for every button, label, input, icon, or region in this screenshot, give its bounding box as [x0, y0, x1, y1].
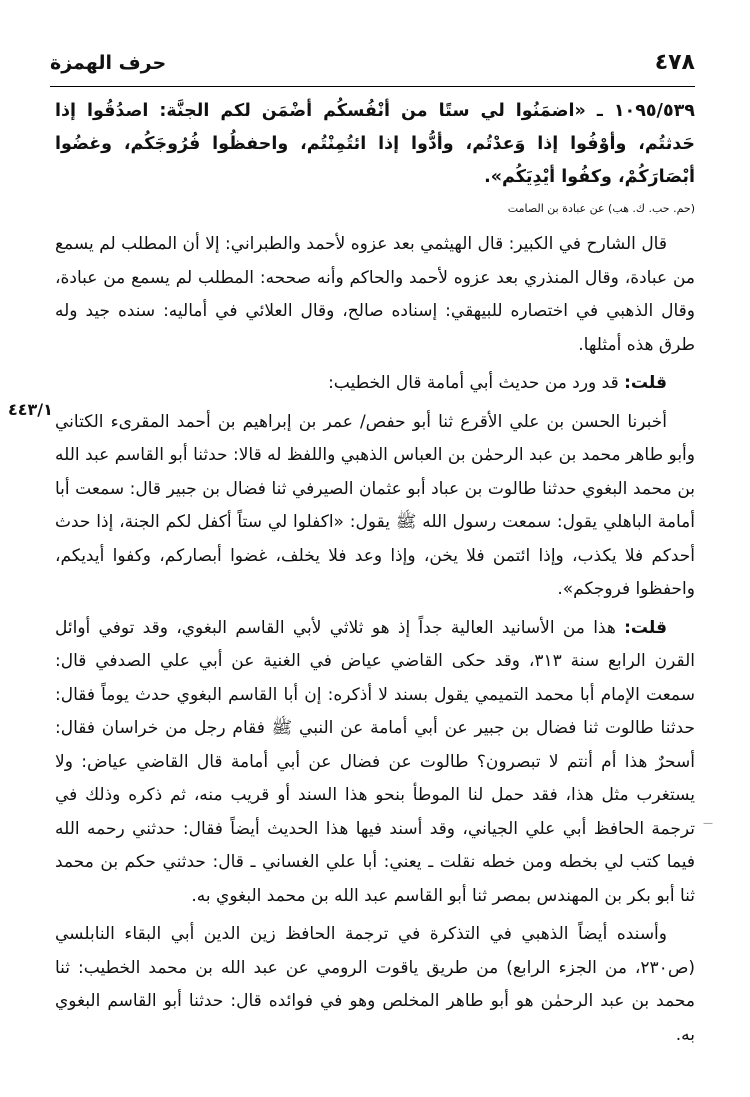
hadith-source: (حم. حب. ك. هب) عن عبادة بن الصامت — [507, 202, 695, 215]
margin-reference-number: ٤٤٣/١ — [8, 400, 53, 419]
isnad-paragraph: أخبرنا الحسن بن علي الأقرع ثنا أبو حفص/ عمر بن إبراهيم بن أحمد المقرىء الكتاني وأبو طاهر محمد بن عبد الرحمٰن بن العباس الذهبي واللفظ له قالا: حدثنا أبو القاسم عبد الله بن محمد البغوي حدثنا طالوت بن عباد أبو عثمان الصيرفي ثنا فضال بن جبير قال: سمعت أبا أمامة الباهلي يقول: سمعت رسول الله ﷺ يقول: «اكفلوا لي ستاً أكفل لكم الجنة، إذا حدث أحدكم فلا يكذب، وإذا ائتمن فلا يخن، وإذا وعد فلا يخلف، غضوا أبصاركم، وكفوا أيديكم، واحفظوا فروجكم». — [55, 411, 695, 599]
qult-label: قلت: — [624, 373, 667, 393]
commentary-paragraph-4 — [55, 612, 695, 914]
commentary-paragraph-1: قال الشارح في الكبير: قال الهيثمي بعد عزوه لأحمد والطبراني: إلا أن المطلب لم يسمع من عبادة، وقال المنذري بعد عزوه لأحمد والحاكم وأنه صححه: المطلب لم يسمع من عبادة، وقال الذهبي في اختصاره للبيهقي: إسناده صالح، وقال العلائي في أماليه: سنده جيد وله طرق هذه أمثلها. — [55, 234, 695, 355]
qult-label-2: قلت: — [624, 617, 667, 638]
margin-tick-mark: — — [703, 818, 713, 829]
chapter-title: حرف الهمزة — [50, 52, 167, 74]
commentary-paragraph-4-text: هذا من الأسانيد العالية جداً إذ هو ثلاثي لأبي القاسم البغوي، وقد توفي أوائل القرن الرابع سنة ٣١٣، وقد حكى القاضي عياض في الغنية عن أبي علي الصدفي قال: سمعت الإمام أبا محمد التميمي يقول بسند لا أذكره: إن أبا القاسم البغوي حدث يوماً فقال: حدثنا طالوت ثنا فضال بن جبير عن أبي أمامة عن النبي ﷺ فقام رجل من خراسان فقال: أسحرٌ هذا أم أنتم لا تبصرون؟ طالوت عن فضال عن أبي أمامة قال القاضي عياض: ولا يستغرب مثل هذا، فقد حمل لنا الموطأ بنحو هذا السند أو قريب منه، ثم ذكره وذلك في ترجمة الحافظ أبي علي الجياني، وقد أسند فيها هذا الحديث أيضاً فقال: حدثني رحمه الله فيما كتب لي بخطه ومن خطه نقلت ـ يعني: أبا علي الغساني ـ قال: حدثني حكم بن محمد ثنا أبو بكر بن المهندس بمصر ثنا أبو القاسم عبد الله بن محمد البغوي به. — [55, 617, 695, 906]
hadith-text: ـ «اضمَنُوا لي ستًا من أنْفُسكُم أضْمَن لكم الجنَّة: اصدُقُوا إذا حَدثتُم، وأوْفُوا إذا وَعدْتُم، وأدُّوا إذا ائتُمِنْتُم، واحفظُوا فُرُوجَكُم، وغضُوا أبْصَارَكُمْ، وكفُوا أيْدِيَكُم». — [55, 101, 695, 187]
commentary-paragraph-2 — [55, 367, 695, 401]
page-number: ٤٧٨ — [654, 50, 695, 75]
page-header — [50, 50, 695, 87]
commentary-paragraph-5: وأسنده أيضاً الذهبي في التذكرة في ترجمة الحافظ زين الدين أبي البقاء النابلسي (ص٢٣٠، من الجزء الرابع) من طريق ياقوت الرومي عن عبد الله بن محمد الخطيب: ثنا محمد بن عبد الرحمٰن هو أبو طاهر المخلص وهو في فوائده قال: حدثنا أبو القاسم البغوي به. — [55, 924, 695, 1045]
hadith-block — [55, 95, 695, 194]
page-body — [55, 95, 695, 1052]
hadith-number: ١٠٩٥/٥٣٩ — [613, 101, 695, 121]
commentary-paragraph-2-text: قد ورد من حديث أبي أمامة قال الخطيب: — [328, 373, 619, 393]
